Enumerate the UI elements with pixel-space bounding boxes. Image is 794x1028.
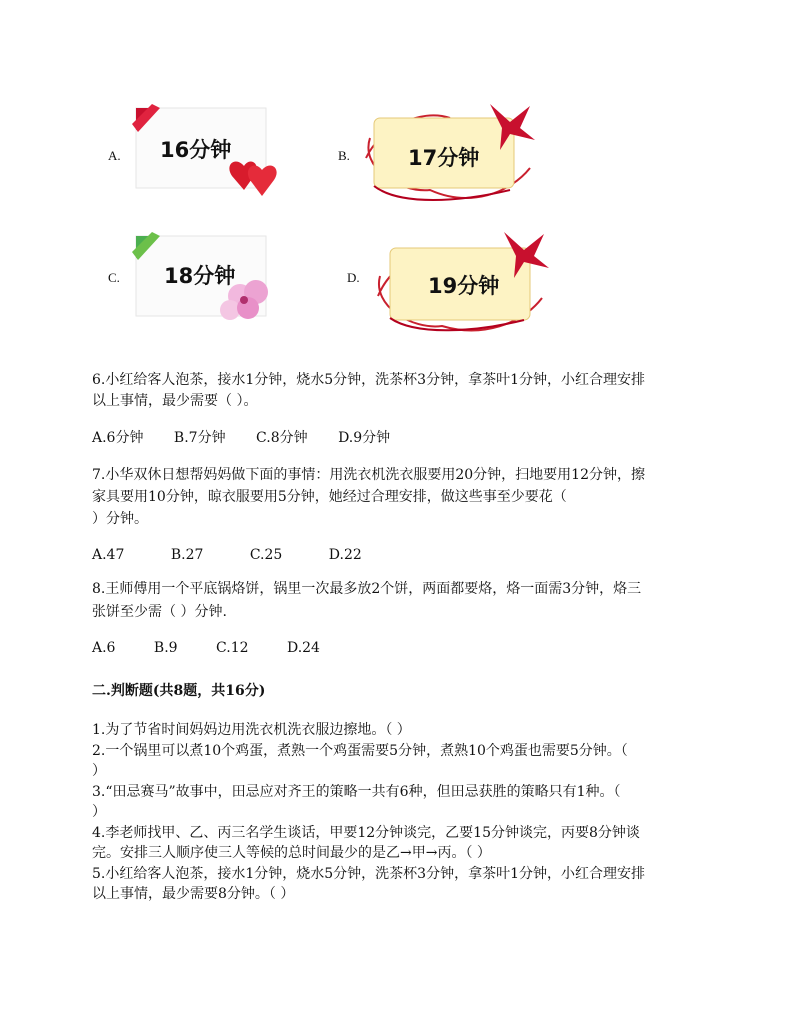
judge-line-7: 完。安排三人顺序使三人等候的总时间最少的是乙→甲→丙。（ ） [92,845,491,861]
q7-line3: ）分钟。 [92,511,148,527]
q8-choice-d[interactable]: D.24 [286,640,320,656]
option-a-card[interactable] [132,104,302,204]
q6-choice-a[interactable]: A.6分钟 [92,430,144,446]
q8-line1: 8.王师傅用一个平底锅烙饼，锅里一次最多放2个饼，两面都要烙，烙一面需3分钟，烙三 [92,581,642,597]
q6-choice-c[interactable]: C.8分钟 [256,430,308,446]
q8-choice-b[interactable]: B.9 [153,640,178,656]
judge-line-6: 4.李老师找甲、乙、丙三名学生谈话，甲要12分钟谈完，乙要15分钟谈完，丙要8分钟谈 [92,825,640,841]
q7-choice-c[interactable]: C.25 [249,547,283,563]
q7-choices [92,545,362,565]
option-a-letter: A. [108,148,121,163]
option-b-card[interactable] [360,98,540,208]
q8-choice-a[interactable]: A.6 [92,640,116,656]
q7-choice-d[interactable]: D.22 [328,547,362,563]
q7-line1: 7.小华双休日想帮妈妈做下面的事情：用洗衣机洗衣服要用20分钟，扫地要用12分钟，擦 [92,467,645,483]
judge-line-4: 3.“田忌赛马”故事中，田忌应对齐王的策略一共有6种，但田忌获胜的策略只有1种。（ [92,784,621,800]
judge-line-8: 5.小红给客人泡茶，接水1分钟，烧水5分钟，洗茶杯3分钟，拿茶叶1分钟，小红合理安排 [92,866,645,882]
section2-title: 二.判断题(共8题，共16分) [92,683,266,699]
judge-line-5: ） [92,804,106,820]
q6-choices [92,428,390,448]
option-c-letter: C. [108,270,120,285]
option-b-letter: B. [338,148,350,163]
q6-choice-b[interactable]: B.7分钟 [173,430,226,446]
option-d-text: 19分钟 [428,274,500,298]
q7-choice-b[interactable]: B.27 [170,547,204,563]
judge-line-3: ） [92,763,106,779]
q6-choice-d[interactable]: D.9分钟 [338,430,391,446]
q6-line2: 以上事情，最少需要（ ）。 [92,393,258,409]
option-c-text: 18分钟 [164,264,236,288]
option-b-text: 17分钟 [408,146,480,170]
q6-line1: 6.小红给客人泡茶，接水1分钟，烧水5分钟，洗茶杯3分钟，拿茶叶1分钟，小红合理安排 [92,372,645,388]
judge-line-1: 1.为了节省时间妈妈边用洗衣机洗衣服边擦地。（ ） [92,722,411,738]
q8-choices [92,638,320,658]
option-a-text: 16分钟 [160,138,232,162]
q8-line2: 张饼至少需（ ）分钟. [92,604,227,620]
q8-choice-c[interactable]: C.12 [216,640,249,656]
judge-line-2: 2.一个锅里可以煮10个鸡蛋，煮熟一个鸡蛋需要5分钟，煮熟10个鸡蛋也需要5分钟。（ [92,743,628,759]
option-d-letter: D. [347,270,360,285]
q7-line2: 家具要用10分钟，晾衣服要用5分钟，她经过合理安排，做这些事至少要花（ [92,489,567,505]
judge-line-9: 以上事情，最少需要8分钟。（ ） [92,886,295,902]
option-c-card[interactable] [132,232,302,328]
heart-icon-2 [248,165,277,196]
q7-choice-a[interactable]: A.47 [92,547,125,563]
option-d-card[interactable] [372,226,552,336]
